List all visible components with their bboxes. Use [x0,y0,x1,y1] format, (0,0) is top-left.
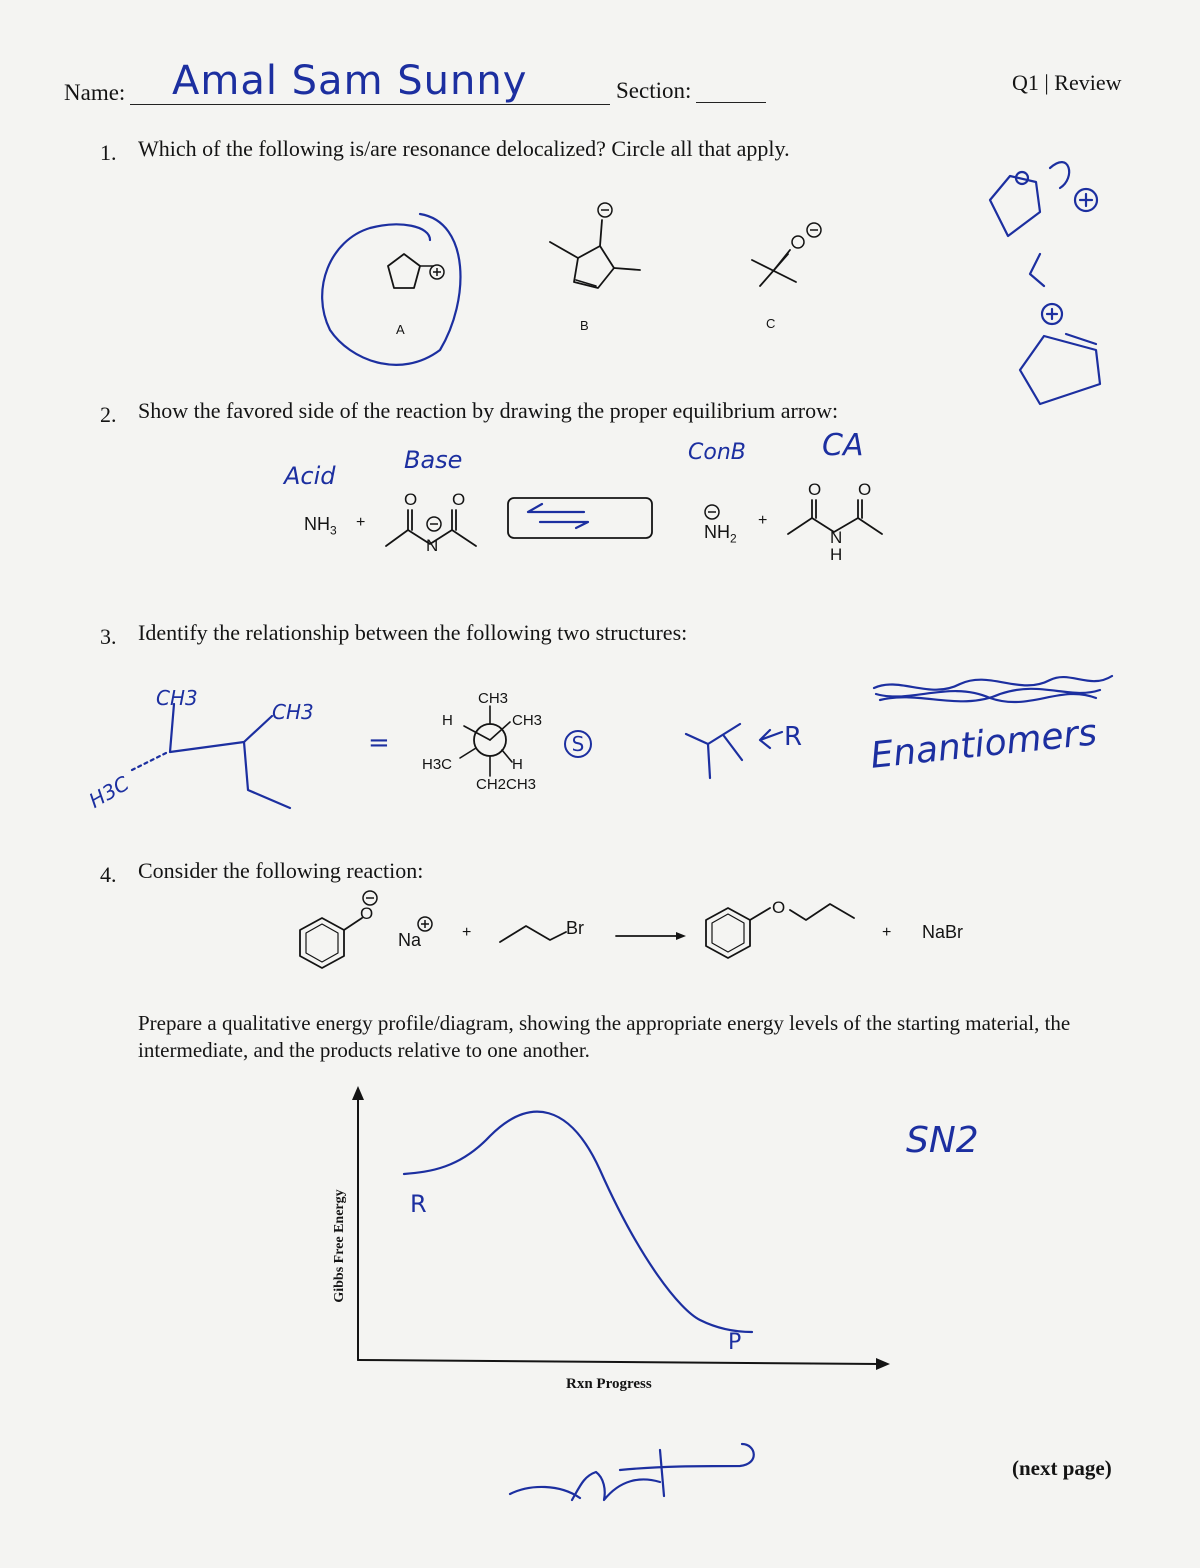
energy-diagram-axes [352,1086,890,1370]
q4-bromine: Br [566,918,584,938]
q2-product-structures [705,500,882,534]
q2-text: Show the favored side of the reaction by drawing the proper equilibrium arrow: [138,398,839,423]
q2-oxygen-3: O [808,480,822,499]
section-label: Section: [616,78,692,103]
q3-student-sketch [132,704,290,808]
q1-option-c-label: C [766,316,776,331]
q2-product-amide: $NH_2$ [704,522,737,546]
q4-text: Consider the following reaction: [138,858,424,883]
newman-left-label: H3C [422,756,453,773]
newman-left-h-label: H [442,712,453,729]
quiz-title: Q1 | Review [1012,70,1122,95]
q4-plus-1: + [462,924,472,941]
q2-imide-anion [386,510,476,546]
q1-structure-a[interactable] [388,254,444,288]
name-label: Name: [64,80,126,105]
anno-sn2: SN2 [906,1120,979,1161]
anno-acid: Acid [284,462,336,490]
newman-projection[interactable] [460,706,512,776]
q1-structure-c[interactable] [752,223,821,286]
anno-h3c: H3C [84,771,133,813]
scribbled-out-word [874,676,1112,702]
equilibrium-arrow-box[interactable] [508,498,652,538]
q1-number: 1. [100,140,117,165]
anno-base: Base [404,446,463,474]
newman-right-h-label: H [512,756,523,773]
q1-option-b-label: B [580,318,589,333]
q2-plus-2: + [758,512,768,529]
energy-y-axis-label: Gibbs Free Energy [332,1189,347,1303]
q1-structure-b[interactable] [550,203,640,288]
q2-imide-nitrogen: N [426,536,439,555]
q4-prompt: Prepare a qualitative energy profile/diagram, showing the appropriate energy levels of the starting material, the intermediate, and the products relative to one another. [138,1011,1071,1062]
circle-answer-a [322,214,460,365]
q1-option-a-label: A [396,322,405,337]
anno-r-config: R [784,722,803,752]
anno-product-p: P [728,1330,742,1355]
q3-answer: Enantiomers [868,712,1099,777]
newman-bottom-label: CH2CH3 [476,776,537,793]
q2-oxygen-4: O [858,480,872,499]
q4-plus-2: + [882,924,892,941]
anno-conj-acid: CA [822,428,864,463]
q2-imide-n-product: N [830,528,843,547]
q4-ether-oxygen: O [772,898,786,917]
q2-oxygen-1: O [404,490,418,509]
energy-x-axis-label: Rxn Progress [566,1376,652,1392]
q3-right-sketch [686,724,782,778]
q4-number: 4. [100,862,117,887]
q4-product-ether [706,904,854,958]
margin-resonance-sketch [990,162,1100,404]
q2-oxygen-2: O [452,490,466,509]
anno-s-config: S [564,730,592,758]
energy-profile-curve [404,1112,752,1332]
q2-reactant-ammonia: $NH_3$ [304,514,337,538]
q2-plus-1: + [356,514,366,531]
anno-ch3-right: CH3 [272,700,314,724]
student-name: Amal Sam Sunny [172,58,528,104]
q4-sodium: Na [398,930,422,950]
newman-top-right-label: CH3 [512,712,543,729]
q4-phenoxide-oxygen: O [360,904,374,923]
q2-number: 2. [100,402,117,427]
q3-number: 3. [100,624,117,649]
newman-top-label: CH3 [478,690,509,707]
q4-nabr: NaBr [922,922,964,942]
q4-phenoxide [300,891,432,968]
q1-text: Which of the following is/are resonance delocalized? Circle all that apply. [138,136,790,161]
q4-reaction-arrow [616,932,686,940]
signature [510,1444,754,1500]
anno-equals: = [368,728,390,758]
anno-ch3-left: CH3 [156,686,198,710]
anno-conj-base: ConB [688,440,746,465]
next-page-label: (next page) [1012,1456,1112,1480]
q3-text: Identify the relationship between the following two structures: [138,620,688,645]
q4-propyl-bromide [500,926,566,942]
anno-reactant-r: R [410,1190,427,1218]
q2-imide-h-product: H [830,545,843,564]
